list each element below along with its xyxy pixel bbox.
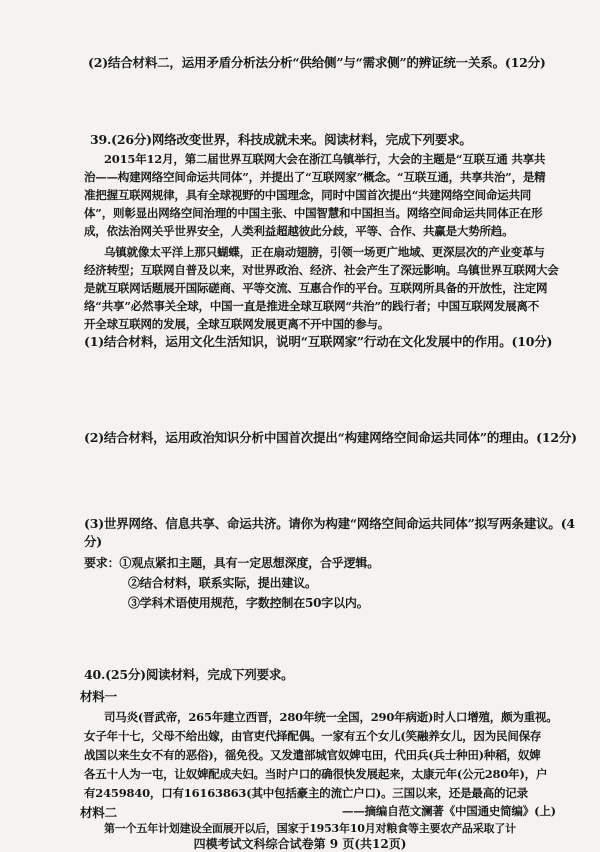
q39-material-line: 络“共享”必然事关全球，中国一直是推进全球互联网“共治”的践行者；中国互联网发展离不: [84, 299, 540, 313]
q39-material-line: 治——构建网络空间命运共同体”，并提出了“互联网家”概念。“互联互通，共享共治”，是精: [84, 170, 546, 184]
q38-part2: (2)结合材料二，运用矛盾分析法分析“供给侧”与“需求侧”的辨证统一关系。(12分): [88, 55, 546, 70]
q40-source: ——摘编自范文澜著《中国通史简编》(上): [342, 804, 556, 818]
q39-part3: (3)世界网络、信息共享、命运共济。请你为构建“网络空间命运共同体”拟写两条建议。(4: [84, 516, 575, 531]
q39-part3-cont: 分): [84, 534, 103, 549]
q40-material2-label: 材料二: [80, 805, 117, 820]
q40-material-line: 司马炎(晋武帝，265年建立西晋，280年统一全国，290年病逝)时人口增殖，颇为重视。: [104, 710, 558, 724]
q40-material1-label: 材料一: [80, 689, 117, 704]
q39-material-line: 成，依法治网关乎世界安全，人类利益超越彼此分歧，平等、合作、共赢是大势所趋。: [84, 224, 514, 238]
page-footer: 四模考试文科综合试卷第 9 页(共12页): [193, 837, 407, 851]
q40-heading: 40.(25分)阅读材料，完成下列要求。: [84, 667, 294, 682]
q39-requirement: ③学科术语使用规范，字数控制在50字以内。: [128, 596, 369, 610]
q39-material-line: 2015年12月，第二届世界互联网大会在浙江乌镇举行，大会的主题是“互联互通 共享共: [104, 152, 546, 166]
q39-requirement: ②结合材料，联系实际，提出建议。: [128, 576, 317, 590]
q40-material-line: 有2459840，口有16163863(其中包括豪主的流亡户口)。三国以来，还是最高的记录: [84, 786, 528, 800]
q39-material-line: 准把握互联网规律，具有全球视野的中国理念，同时中国首次提出“共建网络空间命运共同: [84, 188, 532, 202]
q39-part2: (2)结合材料，运用政治知识分析中国首次提出“构建网络空间命运共同体”的理由。(12分): [84, 430, 577, 445]
q39-material-line: 乌镇就像太平洋上那只蝴蝶，正在扇动翅膀，引领一场更广地域、更深层次的产业变革与: [104, 245, 545, 259]
q39-material-line: 开全球互联网的发展，全球互联网发展更离不开中国的参与。: [84, 317, 390, 331]
q40-material-line: 第一个五年计划建设全面展开以后，国家于1953年10月对粮食等主要农产品采取了计: [104, 822, 516, 835]
q39-material-line: 是就互联网话题展开国际磋商、平等交流、互惠合作的平台。互联网所具备的开放性，注定网: [84, 281, 548, 295]
q39-heading: 39.(26分)网络改变世界，科技成就未来。阅读材料，完成下列要求。: [90, 132, 472, 147]
q40-material-line: 各五十人为一屯，让奴婢配成夫妇。当时户口的确很快发展起来，太康元年(公元280年)，户: [84, 767, 548, 781]
q40-material-line: 女子年十七，父母不给出嫁，由官吏代择配偶。一家有五个女儿(笑融养女儿，因为民间保存: [84, 729, 542, 743]
q40-material-line: 战国以来生女不有的恶俗)，徭免役。又发遣部城官奴婢屯田，代田兵(兵士种田)种稻，奴婢: [84, 748, 541, 762]
q39-part1: (1)结合材料，运用文化生活知识，说明“互联网家”行动在文化发展中的作用。(10分): [84, 334, 553, 349]
q39-material-line: 体”，则彰显出网络空间治理的中国主张、中国智慧和中国担当。网络空间命运共同体正在形: [84, 206, 543, 220]
q39-material-line: 经济转型；互联网自普及以来，对世界政治、经济、社会产生了深远影响。乌镇世界互联网大会: [84, 263, 559, 277]
q39-requirement: 要求：①观点紧扣主题，具有一定思想深度，合乎逻辑。: [84, 556, 380, 570]
